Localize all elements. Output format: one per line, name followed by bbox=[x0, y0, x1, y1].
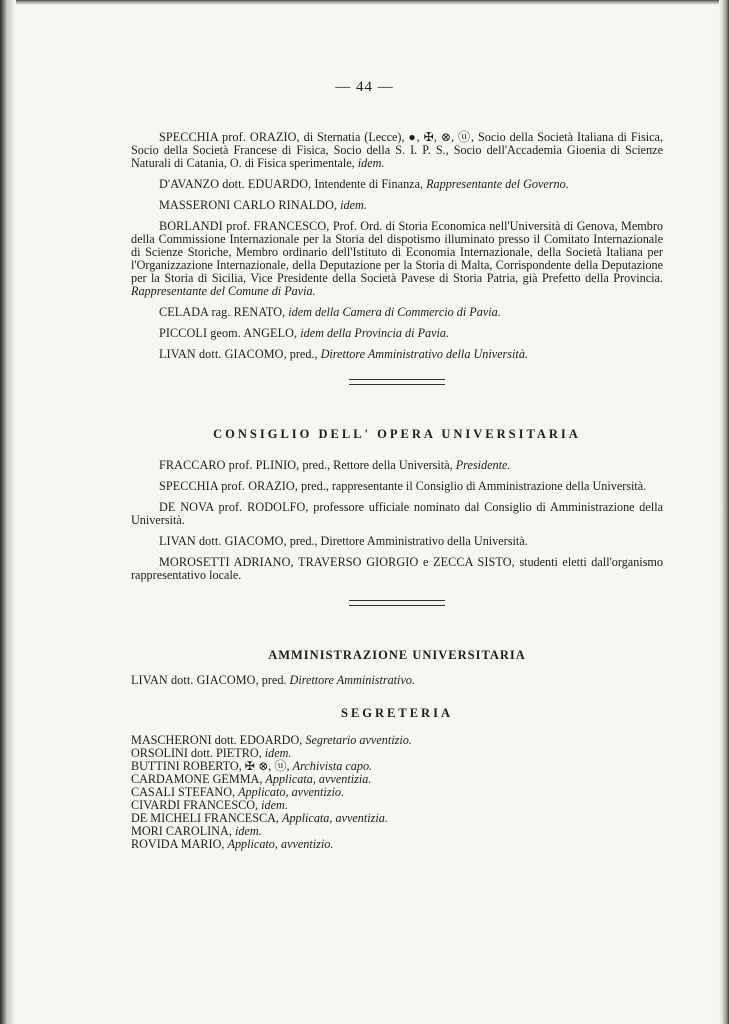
section-board-members bbox=[131, 131, 663, 361]
list-item: CIVARDI FRANCESCO, idem. bbox=[131, 798, 288, 812]
entry-fraccaro: FRACCARO prof. PLINIO, pred., Rettore della Università, Presidente. bbox=[159, 458, 511, 472]
list-item: CASALI STEFANO, Applicato, avventizio. bbox=[131, 785, 345, 799]
list-item: ORSOLINI dott. PIETRO, idem. bbox=[131, 746, 292, 760]
scan-edge-right bbox=[719, 0, 729, 1024]
segreteria-list bbox=[131, 734, 663, 851]
list-item: MORI CAROLINA, idem. bbox=[131, 824, 262, 838]
scan-edge-left bbox=[0, 0, 16, 1024]
entry-piccoli: PICCOLI geom. ANGELO, idem della Provincia di Pavia. bbox=[159, 326, 450, 340]
section-divider-2 bbox=[349, 600, 445, 606]
entry-specchia: SPECCHIA prof. ORAZIO, di Sternatia (Lecce), ●, ✠, ⊗, ⓤ, Socio della Società Italiana di Fisica, Socio della Società Francese di Fisica, Socio della S. I. P. S., Socio dell'Accademia Gioenia di Scienze Naturali di Catania, O. di Fisica sperimentale, idem. bbox=[131, 130, 664, 170]
section-opera-universitaria bbox=[131, 428, 663, 582]
section-segreteria bbox=[131, 707, 663, 851]
entry-borlandi: BORLANDI prof. FRANCESCO, Prof. Ord. di Storia Economica nell'Università di Genova, Membro della Commissione Internazionale per la Storia del dispotismo illuminato presso il Comitato Internazionale di Scienze Storiche, Membro ordinario dell'Istituto di Economia Internazionale, della Società Italiana per l'Organizzazione Internazionale, della Deputazione per la Storia di Malta, Corrispondente della Deputazione per la Storia di Sicilia, Vice Presidente della Società Pavese di Storia Patria, già Prefetto della Provincia. Rappresentante del Comune di Pavia. bbox=[131, 219, 663, 298]
list-item: MASCHERONI dott. EDOARDO, Segretario avventizio. bbox=[131, 733, 412, 747]
list-item: CARDAMONE GEMMA, Applicata, avventizia. bbox=[131, 772, 372, 786]
entry-masseroni: MASSERONI CARLO RINALDO, idem. bbox=[159, 198, 367, 212]
entry-de-nova: DE NOVA prof. RODOLFO, professore ufficiale nominato dal Consiglio di Amministrazione della Università. bbox=[131, 500, 663, 527]
page-content bbox=[131, 131, 663, 851]
list-item: ROVIDA MARIO, Applicato, avventizio. bbox=[131, 837, 334, 851]
heading-consiglio-opera: CONSIGLIO DELL' OPERA UNIVERSITARIA bbox=[213, 427, 581, 441]
list-item: BUTTINI ROBERTO, ✠ ⊗, ⓤ, Archivista capo. bbox=[131, 759, 373, 773]
page-number: — 44 — bbox=[335, 79, 394, 95]
entry-studenti: MOROSETTI ADRIANO, TRAVERSO GIORGIO e ZECCA SISTO, studenti eletti dall'organismo rappresentativo locale. bbox=[131, 555, 664, 582]
list-item: DE MICHELI FRANCESCA, Applicata, avventizia. bbox=[131, 811, 388, 825]
scan-edge-top bbox=[0, 0, 729, 5]
section-amministrazione bbox=[131, 649, 663, 687]
heading-segreteria: SEGRETERIA bbox=[341, 706, 453, 720]
entry-specchia-2: SPECCHIA prof. ORAZIO, pred., rappresentante il Consiglio di Amministrazione della Università. bbox=[159, 479, 647, 493]
entry-livan-3: LIVAN dott. GIACOMO, pred. Direttore Amministrativo. bbox=[131, 673, 415, 687]
entry-davanzo: D'AVANZO dott. EDUARDO, Intendente di Finanza, Rappresentante del Governo. bbox=[159, 177, 569, 191]
entry-livan: LIVAN dott. GIACOMO, pred., Direttore Amministrativo della Università. bbox=[159, 347, 528, 361]
entry-celada: CELADA rag. RENATO, idem della Camera di Commercio di Pavia. bbox=[159, 305, 501, 319]
entry-livan-2: LIVAN dott. GIACOMO, pred., Direttore Amministrativo della Università. bbox=[159, 534, 528, 548]
section-divider bbox=[349, 379, 445, 385]
heading-amministrazione: AMMINISTRAZIONE UNIVERSITARIA bbox=[268, 648, 526, 662]
